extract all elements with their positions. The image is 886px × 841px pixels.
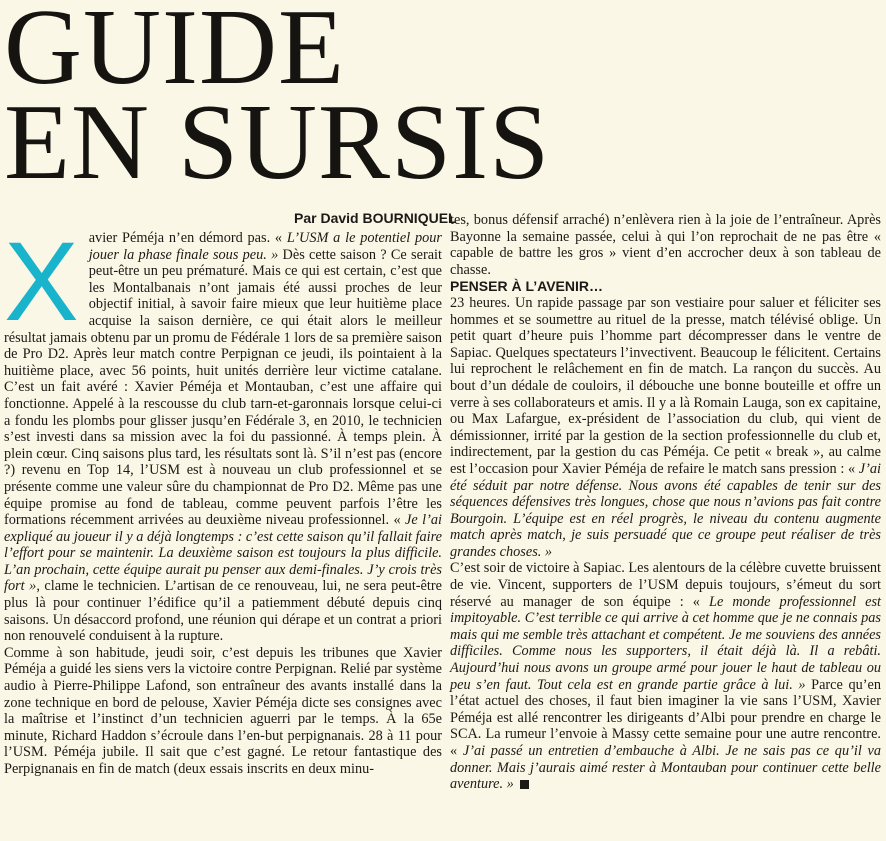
text-run: C’est soir de victoire à Sapiac. Les alentours de la célèbre cuvette bruissent de vie. Vincent, supporters de l’USM depuis toujours, s’émeut du sort réservé au manager de son équipe : « xyxy=(450,560,881,610)
text-run: Dès cette saison ? Ce serait peut-être un peu prématuré. Mais ce qui est certain, c’est que les Montalbanais n’ont jamais été aussi proches de leur objectif initial, à savoir faire mieux que leur huitième place acquise la saison dernière, ce qui était alors le meilleur résultat jamais obtenu par un promu de Fédérale 1 lors de sa première saison de Pro D2. Après leur match contre Perpignan ce jeudi, ils pointaient à la huitième place, avec 56 points, huit unités derrière leur victime catalane. C’est un fait avéré : Xavier Péméja et Montauban, c’est une affaire qui fonctionne. Appelé à la rescousse du club tarn-et-garonnais lorsque celui-ci a fondu les plombs pour glisser jusqu’en Fédérale 3, en 2010, le technicien s’est investi dans sa mission avec la foi du passionné. À temps plein. À plein cœur. Cinq saisons plus tard, les résultats sont là. S’il n’est pas (encore ?) revenu en Top 14, l’USM est à nouveau un club professionnel et se présente comme une valeur sûre du championnat de Pro D2. Même pas une équipe promise au fond de tableau, comme peuvent parfois l’être les formations récemment arrivées au deuxième niveau professionnel. « xyxy=(4,246,442,529)
paragraph-intro xyxy=(4,219,442,645)
paragraph-5 xyxy=(450,560,881,792)
paragraph-4 xyxy=(450,295,881,561)
end-square-icon xyxy=(520,780,529,789)
headline-line-2: EN SURSIS xyxy=(4,83,551,202)
headline xyxy=(4,0,551,202)
paragraph-2: Comme à son habitude, jeudi soir, c’est depuis les tribunes que Xavier Péméja a guidé les siens vers la victoire contre Perpignan. Relié par système audio à Pierre-Philippe Lafond, son entraîneur des avants installé dans la zone technique en bord de pelouse, Xavier Péméja dicte ses consignes avec la maîtrise et l’instinct d’un technicien aguerri par le temps. À la 65e minute, Richard Haddon s’écroule dans l’en-but perpignanais. 28 à 11 pour l’USM. Péméja jubile. Il sait que c’est gagné. Le retour fantastique des Perpignanais en fin de match (deux essais inscrits en deux minu- xyxy=(4,644,442,777)
article-column-1 xyxy=(4,219,442,778)
quote-run: J’ai été séduit par notre défense. Nous avons été capables de tenir sur des séquences défensives très longues, chose que nous n’avions pas fait contre Bourgoin. L’équipe est en réel progrès, le niveau du contenu augmente match après match, je suis persuadé que ce groupe peut réaliser de très grandes choses. » xyxy=(450,460,881,560)
drop-cap: X xyxy=(4,219,79,344)
quote-run: Le monde professionnel est impitoyable. C’est terrible ce qui arrive à cet homme que je ne connais pas mais qui me semble très attachant et compétent. Je me souviens des années difficiles. Comme nous les supporters, il était déjà là. Il a rebâti. Aujourd’hui nous avons un groupe armé pour jouer le haut de tableau ou peu s’en faut. Tout cela est en grande partie grâce à lui. » xyxy=(450,593,881,693)
byline: Par David BOURNIQUEL xyxy=(294,210,457,226)
quote-run: Je l’ai expliqué au joueur il y a déjà longtemps : c’est cette saison qu’il fallait faire l’effort pour se maintenir. La deuxième saison est toujours la plus difficile. L’an prochain, cette équipe aurait pu penser aux demi-finales. J’y crois très fort » xyxy=(4,512,442,595)
headline-line-1: GUIDE xyxy=(4,0,345,107)
quote-run: L’USM a le potentiel pour jouer la phase finale sous peu. » xyxy=(88,230,442,263)
quote-run: J’ai passé un entretien d’embauche à Albi. Je ne sais pas ce qu’il va donner. Mais j’aurais aimé rester à Montauban pour continuer cette belle aventure. » xyxy=(450,743,881,793)
text-run: avier Péméja n’en démord pas. « xyxy=(88,230,283,246)
article-column-2 xyxy=(450,212,881,793)
text-run: , clame le technicien. L’artisan de ce renouveau, lui, ne sera peut-être plus là pour continuer l’édifice qu’il a patiemment débuté depuis cinq saisons. Un désaccord profond, une réunion qui dérape et un contrat a priori non renouvelé conduisent à la rupture. xyxy=(4,578,442,645)
subheading: PENSER À L’AVENIR… xyxy=(450,278,603,295)
paragraph-3: tes, bonus défensif arraché) n’enlèvera rien à la joie de l’entraîneur. Après Bayonne la semaine passée, celui à qui l’on reprochait de ne pas être « capable de battre les gros » vient d’en accrocher deux à son tableau de chasse. xyxy=(450,212,881,278)
text-run: 23 heures. Un rapide passage par son vestiaire pour saluer et féliciter ses hommes et se soumettre au rituel de la presse, match télévisé oblige. Un petit quart d’heure puis l’homme part décompresser dans le ventre de Sapiac. Quelques spectateurs l’invectivent. Beaucoup le félicitent. Certains lui reprochent le relâchement en fin de match. La rançon du succès. Au bout d’un dédale de couloirs, il débouche une bonne bouteille et offre un verre à ses collaborateurs et amis. Il y a là Romain Lauga, son ex capitaine, ou Max Lafargue, ex-président de l’association du club, qui vient de démissionner, irrité par la gestion de la section professionnelle du club et, indirectement, par la gestion du cas Péméja. Ce petit « break », au calme est l’occasion pour Xavier Péméja de refaire le match sans pression : « xyxy=(450,294,881,477)
text-run: Parce qu’en l’état actuel des choses, il faut bien imaginer la vie sans l’USM, Xavier Péméja est allé rencontrer les dirigeants d’Albi pour prendre en charge le SCA. La rumeur l’envoie à Massy cette semaine pour une autre rencontre. « xyxy=(450,676,881,759)
